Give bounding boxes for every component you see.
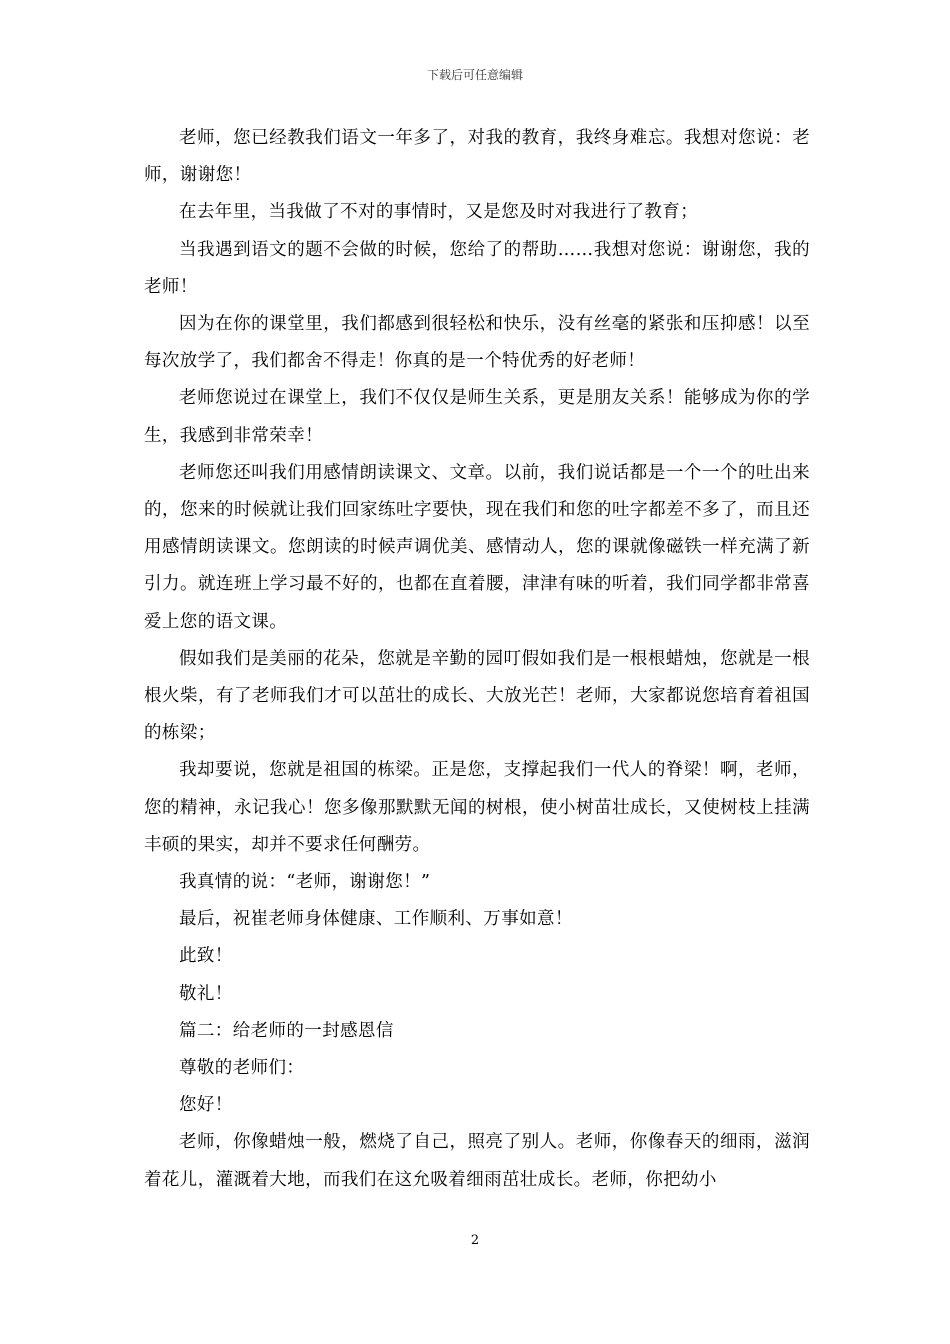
paragraph: 我真情的说：“老师，谢谢您！”	[179, 872, 431, 893]
page-header: 下载后可任意编辑	[426, 68, 523, 82]
paragraph: 因为在你的课堂里，我们都感到很轻松和快乐，没有丝毫的紧张和压抑感！以至每次放学了，我们都舍不得走！你真的是一个特优秀的好老师！	[144, 314, 810, 372]
paragraph: 最后，祝崔老师身体健康、工作顺利、万事如意！	[179, 909, 573, 930]
greeting: 您好！	[179, 1095, 233, 1116]
paragraph: 当我遇到语文的题不会做的时候，您给了的帮助……我想对您说：谢谢您，我的老师！	[144, 239, 810, 297]
closing-line: 敬礼！	[179, 983, 233, 1004]
paragraph: 我却要说，您就是祖国的栋梁。正是您，支撑起我们一代人的脊梁！啊，老师，您的精神，永记我心！您多像那默默无闻的树根，使小树苗壮成长，又使树枝上挂满丰硕的果实，却并不要求任何酬劳。	[144, 760, 810, 855]
paragraph: 假如我们是美丽的花朵，您就是辛勤的园叮假如我们是一根根蜡烛，您就是一根根火柴，有了老师我们才可以茁壮的成长、大放光芒！老师，大家都说您培育着祖国的栋梁；	[144, 648, 810, 744]
section-title: 篇二：给老师的一封感恩信	[179, 1020, 394, 1041]
page-number: 2	[470, 1233, 480, 1248]
document-body	[144, 120, 810, 1199]
paragraph: 老师您说过在课堂上，我们不仅仅是师生关系，更是朋友关系！能够成为你的学生，我感到非常荣幸！	[144, 388, 810, 446]
salutation: 尊敬的老师们：	[179, 1058, 305, 1079]
closing-line: 此致！	[179, 946, 233, 967]
paragraph: 老师，您已经教我们语文一年多了，对我的教育，我终身难忘。我想对您说：老师，谢谢您！	[144, 128, 810, 186]
paragraph: 老师，你像蜡烛一般，燃烧了自己，照亮了别人。老师，你像春天的细雨，滋润着花儿，灌溉着大地，而我们在这允吸着细雨茁壮成长。老师，你把幼小	[144, 1132, 810, 1190]
paragraph: 在去年里，当我做了不对的事情时，又是您及时对我进行了教育；	[179, 202, 699, 223]
paragraph: 老师您还叫我们用感情朗读课文、文章。以前，我们说话都是一个一个的吐出来的，您来的时候就让我们回家练吐字要快，现在我们和您的吐字都差不多了，而且还用感情朗读课文。您朗读的时候声调优美、感情动人，您的课就像磁铁一样充满了新引力。就连班上学习最不好的，也都在直着腰，津津有味的听着，我们同学都非常喜爱上您的语文课。	[144, 462, 810, 632]
